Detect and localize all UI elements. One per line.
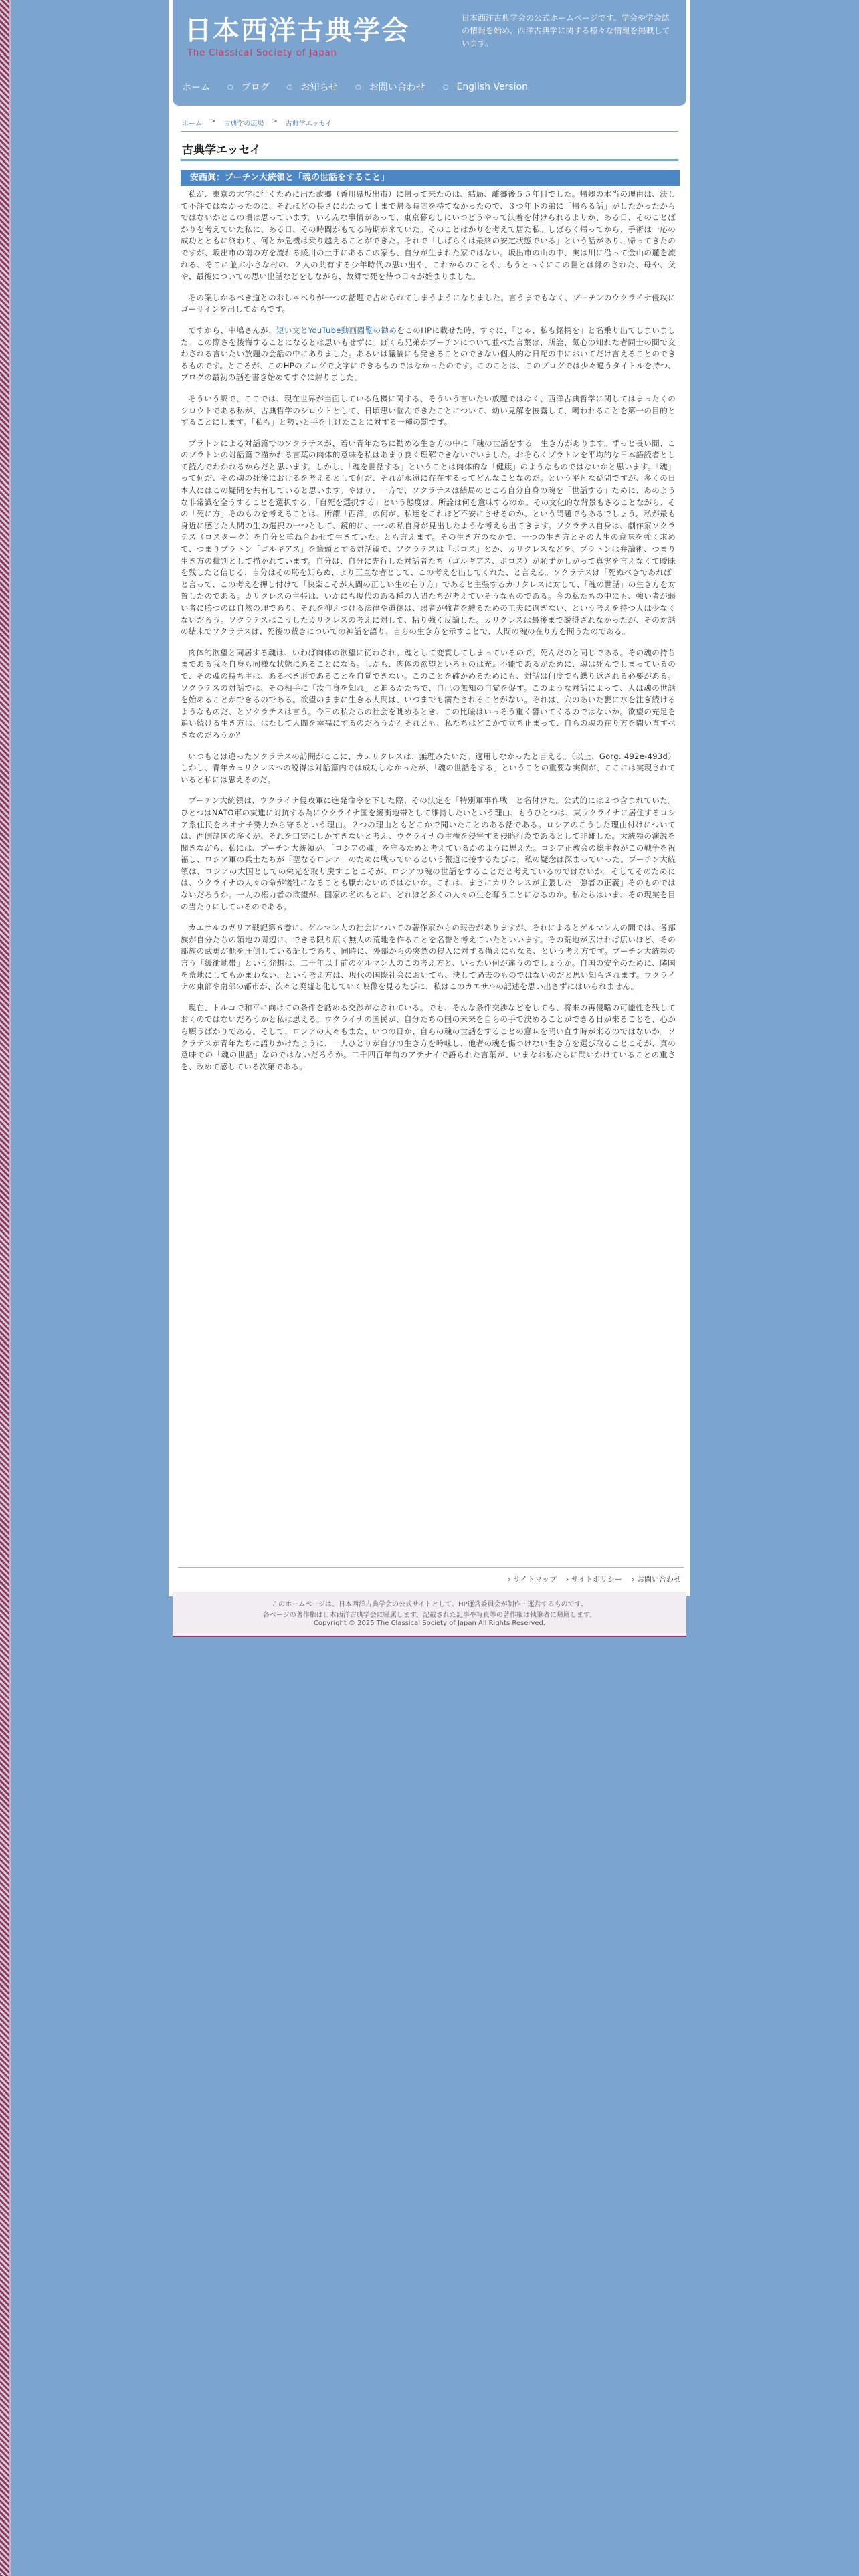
paragraph-text: をこのHPに載せた時、すぐに、「じゃ、私も銘柄を」と名乗り出てしまいました。この際さを後悔することになるとは思いもせずに。ぼくら兄弟がプーチンについて並べた言葉は、所詮、気心の知れた者同士の間で交わされる言いたい放題の会話の中にありました。あるいは議論にも発きることのできない個人的な日記の中においてだけ言えることのできるものです。ところが、このHPのブログで文字にできるものではなかったのです。このことは、このブログでは少々違うタイトルを持つ、ブログの最初の話を書き始めてすぐに解りました。 <box>181 325 676 383</box>
footer-links <box>508 1574 681 1584</box>
divider <box>181 159 678 161</box>
site-header <box>173 0 686 106</box>
article-heading: 安西眞：プーチン大統領と「魂の世話をすること」 <box>181 170 680 186</box>
breadcrumb-classics-plaza[interactable]: 古典学の広場 <box>223 120 264 128</box>
nav-home-label: ホーム <box>182 82 210 93</box>
breadcrumb-home[interactable]: ホーム <box>182 120 202 128</box>
nav-home[interactable] <box>182 80 218 94</box>
nav-bullet-icon: ○ <box>355 83 361 91</box>
article-paragraph: 肉体的欲望と同居する魂は、いわば肉体の欲望に従わされ、魂として変質してしまっているので、死んだのと同じである。その魂の持ちまである我々自身も同様な状態にあることになる。しかも、肉体の欲望といろものは充足不能であるがために、魂は死んでしまっているので、その魂の持ち主は、あるべき形であることを自覚できない。このことを確かめるためにも、対話は何度でも繰り返される必要がある。ソクラテスの対話では、その相手に「汝自身を知れ」と迫るかたちで、自己の無知の自覚を促す。このような対話によって、人は魂の世話を始めることができるのである。欲望のままに生きる人間は、いつまでも満たされることがない。それは、穴のあいた甕に水を注ぎ続けるようなものだ、とソクラテスは言う。今日の私たちの社会を眺めるとき、この比喩はいっそう重く響いてくるのではないか。欲望の充足を追い続ける生き方は、はたして人間を幸福にするのだろうか？それとも、私たちはどこかで立ち止まって、自らの魂の在り方を問い直すべきなのだろうか？ <box>181 647 676 740</box>
article-paragraph: 現在、トルコで和平に向けての条件を話める交渉がなされている。でも、そんな条件交渉などをしても、将来の再侵略の可能性を残しておくのではないだろうかと私は思える。ウクライナの国民が、自分たちの国の未来を自らの手で決めることができる日が来ることを、心から願うばかりである。そして、ロシアの人々もまた、いつの日か、自らの魂の世話をすることの意味を問い直す時が来るのではないか。ソクラテスが青年たちに語りかけたように、一人ひとりが自分の生き方を吟味し、他者の魂を傷つけない生き方を選び取ることこそが、真の意味での「魂の世話」なのではないだろうか。二千四百年前のアテナイで語られた言葉が、いまなお私たちに問いかけていることの重さを、改めて感じている次第である。 <box>181 1002 676 1071</box>
nav-english-label: English Version <box>456 82 529 92</box>
article-body <box>181 189 676 1082</box>
footer-link-contact[interactable]: › お問い合わせ <box>632 1575 681 1584</box>
article-paragraph: プラトンによる対話篇でのソクラテスが、若い青年たちに勧める生き方の中に「魂の世話をする」生き方があります。ずっと長い間、このプラトンの対話篇で描かれる言葉の肉体的意味を私はあまり良く理解できないでいました。おそらくプラトンを平均的な日本語読者として読んでわかれるからだと思います。しかし、「魂を世話する」ということは肉体的な「健康」のようなものではないかと思います。「魂」って何だ、その魂の死後におけるを考えるとして何だ、それが永遠に存在するってどんなことなのだ。という平凡な疑問ですが、多くの日本人にはこの疑問を共有していると思います。やはり、一方で、ソクラテスは結局のところ自分自身の魂を「世話する」ために、あのような非常識を全うすることを選択する。「自死を選択する」という態度は、所詮は何を意味するのか。その文化的な背景もさることながら、その「死に方」そのものを考えることは、所謂「西洋」の何が、私達をこれほど不安にさせるのか、という問題でもあるでしょう。私が最も身近に感じた人間の生の選択の一つとして、鏡的に、一つの私自身が見出したような考えも出てきます。ソクラテス自身は、劇作家ソクラテス（ロスターク）を自分と重ね合わせて生きていた、とも言えます。その生き方のなかで、一つの生き方とその人生の意味を強く求めて、つまりプラトン「ゴルギアス」を筆頭とする対話篇で、ソクラテスは「ポロス」とか、カリクレスなどを、プラトンは弁論術、つまり生き方の批判として描かれています。自分は、自分に先行した対話者たち（ゴルギアス、ポロス）が恥ずかしがって真実を言えなくて曖昧を残したと信じる、自分はその恥を知らぬ、より正直な者として、この考えを出してくれた、と言える。ソクラテスは「死ぬべきであれば」と言って、この考えを押し付けて「快楽こそが人間の正しい生の在り方」であると主張するカリクレスに対して、「魂の世話」の生き方を対置したのである。カリクレスの主張は、いかにも現代のある種の人間たちが考えていそうなものである。今の私たちの中にも、強い者が弱い者に勝つのは自然の理であり、それを抑えつける法律や道徳は、弱者が強者を縛るための工夫に過ぎない、という考えを持つ人は少なくないだろう。ソクラテスはこうしたカリクレスの考えに対して、粘り強く反論した。カリクレスは最後まで説得されなかったが、その対話の結末でソクラテスは、死後の裁きについての神話を語り、自らの生き方を示すことで、人間の魂の在り方を問うたのである。 <box>181 438 676 637</box>
nav-contact-label: お問い合わせ <box>369 82 425 93</box>
site-title[interactable]: 日本西洋古典学会 <box>185 15 409 46</box>
nav-contact[interactable] <box>355 80 434 94</box>
footer-link-policy[interactable]: › サイトポリシー <box>565 1575 623 1584</box>
article-paragraph <box>181 325 676 384</box>
footer-copyright-notice: 各ページの著作権は日本西洋古典学会に帰属します。記載された記事や写真等の著作権は執筆者に帰属します。 <box>262 1612 597 1619</box>
divider <box>178 1567 684 1568</box>
article-paragraph: カエサルのガリア戦記第６巻に、ゲルマン人の社会についての著作家からの報告がありますが、それによるとゲルマン人の間では、各部族が自分たちの領地の周辺に、できる限り広く無人の荒地を作ることを名誉と考えていたといいます。その荒地が広ければ広いほど、その部族の武勇が他を圧倒している証しであり、同時に、外部からの突然の侵入に対する備えにもなる、という考え方です。プーチン大統領の言う「緩衝地帯」という発想は、二千年以上前のゲルマン人のこの考え方と、いったい何が違うのでしょうか。自国の安全のために、隣国を荒地にしてもかまわない、という考え方は、現代の国際社会においても、決して過去のものではないのだと思い知らされます。ウクライナの東部や南部の都市が、次々と廃墟と化していく映像を見るたびに、私はこのカエサルの記述を思い出さずにはいられません。 <box>181 923 676 992</box>
site-subtitle: The Classical Society of Japan <box>187 48 337 58</box>
nav-bullet-icon: ○ <box>227 83 233 91</box>
footer-copyright: Copyright © 2025 The Classical Society of Japan All Rights Reserved. <box>313 1620 546 1627</box>
footer-link-label: お問い合わせ <box>637 1575 681 1584</box>
breadcrumb-current[interactable]: 古典学エッセイ <box>285 120 332 128</box>
article-paragraph: そういう訳で、ここでは、現在世界が当面している危機に関する、そういう言いたい放題ではなく、西洋古典哲学に関してはまったくのシロウトである私が、古典哲学のシロウトとして、日頃思い悩んできたことについて、幼い見解を披露して、喝われることを第一の目的とすることにします。「私も」と勢いと手を上げたことに対する一種の罰です。 <box>181 393 676 427</box>
footer-notice: このホームページは、日本西洋古典学会の公式サイトとして、HP運営委員会が制作・運営するものです。 <box>272 1601 587 1608</box>
nav-blog[interactable] <box>227 80 278 94</box>
page-container <box>169 0 690 1627</box>
footer-link-label: サイトマップ <box>513 1575 557 1584</box>
nav-blog-label: ブログ <box>241 82 270 93</box>
breadcrumb-separator-icon: > <box>210 118 216 125</box>
paragraph-text: ですから、中嶋さんが、 <box>188 325 276 335</box>
breadcrumb-separator-icon: > <box>272 118 278 125</box>
nav-bullet-icon: ○ <box>286 83 293 91</box>
footer-link-sitemap[interactable]: › サイトマップ <box>508 1575 557 1584</box>
page-title: 古典学エッセイ <box>182 144 262 157</box>
breadcrumb <box>182 118 332 128</box>
nav-english[interactable] <box>443 80 536 94</box>
site-description: 日本西洋古典学会の公式ホームページです。学会や学会誌の情報を始め、西洋古典学に関する様々な情報を掲載しています。 <box>462 13 670 48</box>
article-paragraph: その案しかるべき道とのおしゃべりが一つの話題で占められてしまうようになりました。言うまでもなく、プーチンのウクライナ侵攻にゴーサインを出してからです。 <box>181 292 676 314</box>
nav-news-label: お知らせ <box>300 82 339 93</box>
article-paragraph: いつもとは違ったソクラテスの訪問がここに、カェリクレスは、無理みたいだ。適用しなかったと言える。（以上、Gorg. 492e-493d）しかし、青年カェリクレスへの説得は対話篇内では成功しなかったが、「魂の世話をする」ということの重要な実例が、ここには実現されていると私には思えるのだ。 <box>181 751 676 784</box>
decorative-border <box>0 0 11 2576</box>
footer-link-label: サイトポリシー <box>571 1575 623 1584</box>
main-nav <box>182 80 545 94</box>
article-paragraph: プーチン大統領は、ウクライナ侵攻軍に進発命令を下した際、その決定を「特別軍事作戦」と名付けた。公式的には２つ含まれていた。ひとつはNATO軍の東進に対抗する為にウクライナ国を緩衝地帯として維持したいという理由、もうひとつは、東ウクライナに居住するロシア系住民をネオナチ勢力から守るという理由。２つの理由ともどこかで聞いたことのある話である。ロシアのこうした理由付けについては、西側諸国の多くが、それを口実にしかすぎないと考え、ウクライナの主権を侵害する侵略行為であるとして非難した。大統領の演説を聞きながら、私には、プーチン大統領が、「ロシアの魂」を守るためと考えているかのように思えた。ロシア正教会の総主教がこの戦争を祝福し、ロシア軍の兵士たちが「聖なるロシア」のために戦っているという報道に接するたびに、私の疑念は深まっていった。プーチン大統領は、ロシアの大国としての栄光を取り戻すことこそが、ロシアの魂の世話をすることだと考えているのではないか。そしてそのためには、ウクライナの人々の命が犠牲になることも厭わないのではないか。これは、まさにカリクレスが主張した「強者の正義」そのものではないだろうか。一人の権力者の欲望が、国家の名のもとに、どれほど多くの人々の生を奪うことになるのか。私たちはいま、その現実を目の当たりにしているのである。 <box>181 796 676 911</box>
nav-news[interactable] <box>287 80 346 94</box>
nav-bullet-icon: ○ <box>442 83 449 91</box>
video-link[interactable]: 短い文とYouTube動画閲覧の勧め <box>276 325 397 335</box>
article-paragraph: 私が、東京の大学に行くために出た故郷（香川県坂出市）に帰って来たのは、結局、離郷後５５年目でした。帰郷の本当の理由は、決して不評ではなかったのに、それほどの長さにわたって土まで帰る時間を持てなかったので、３つ年下の弟に「帰らる話」がしたかったからではないかとこの頃は思っています。いろんな事情があって、東京暮らしにいつどうやって決着を付けられるよりか、ある日、そのことばかりを考えていた私に、ある日、その時間がもてる時期が来ていた。そのことはかりを考えて居た私。しばらく帰ってから、手術は一応の成功とともに終わり、何とか危機は乗り越えることができた。それで「しばらくは最終の安定状態でいる」という話があり、帰ってきたのですが、坂出市の南の方を流れる綾川の土手にあるこの家も、自分が生まれた家ではない。坂出市の山の中、実は川に沿って金山の麓を流れる、そこに並ぶ小さな村の、２人の共有する少年時代の思い出や、これからのことや、もうとっくにこの世とは縁のされた、母や、父や、最後についての思い出話などをしながら、故郷で死を待つ日々が始まりました。 <box>181 189 676 282</box>
divider <box>181 131 678 132</box>
